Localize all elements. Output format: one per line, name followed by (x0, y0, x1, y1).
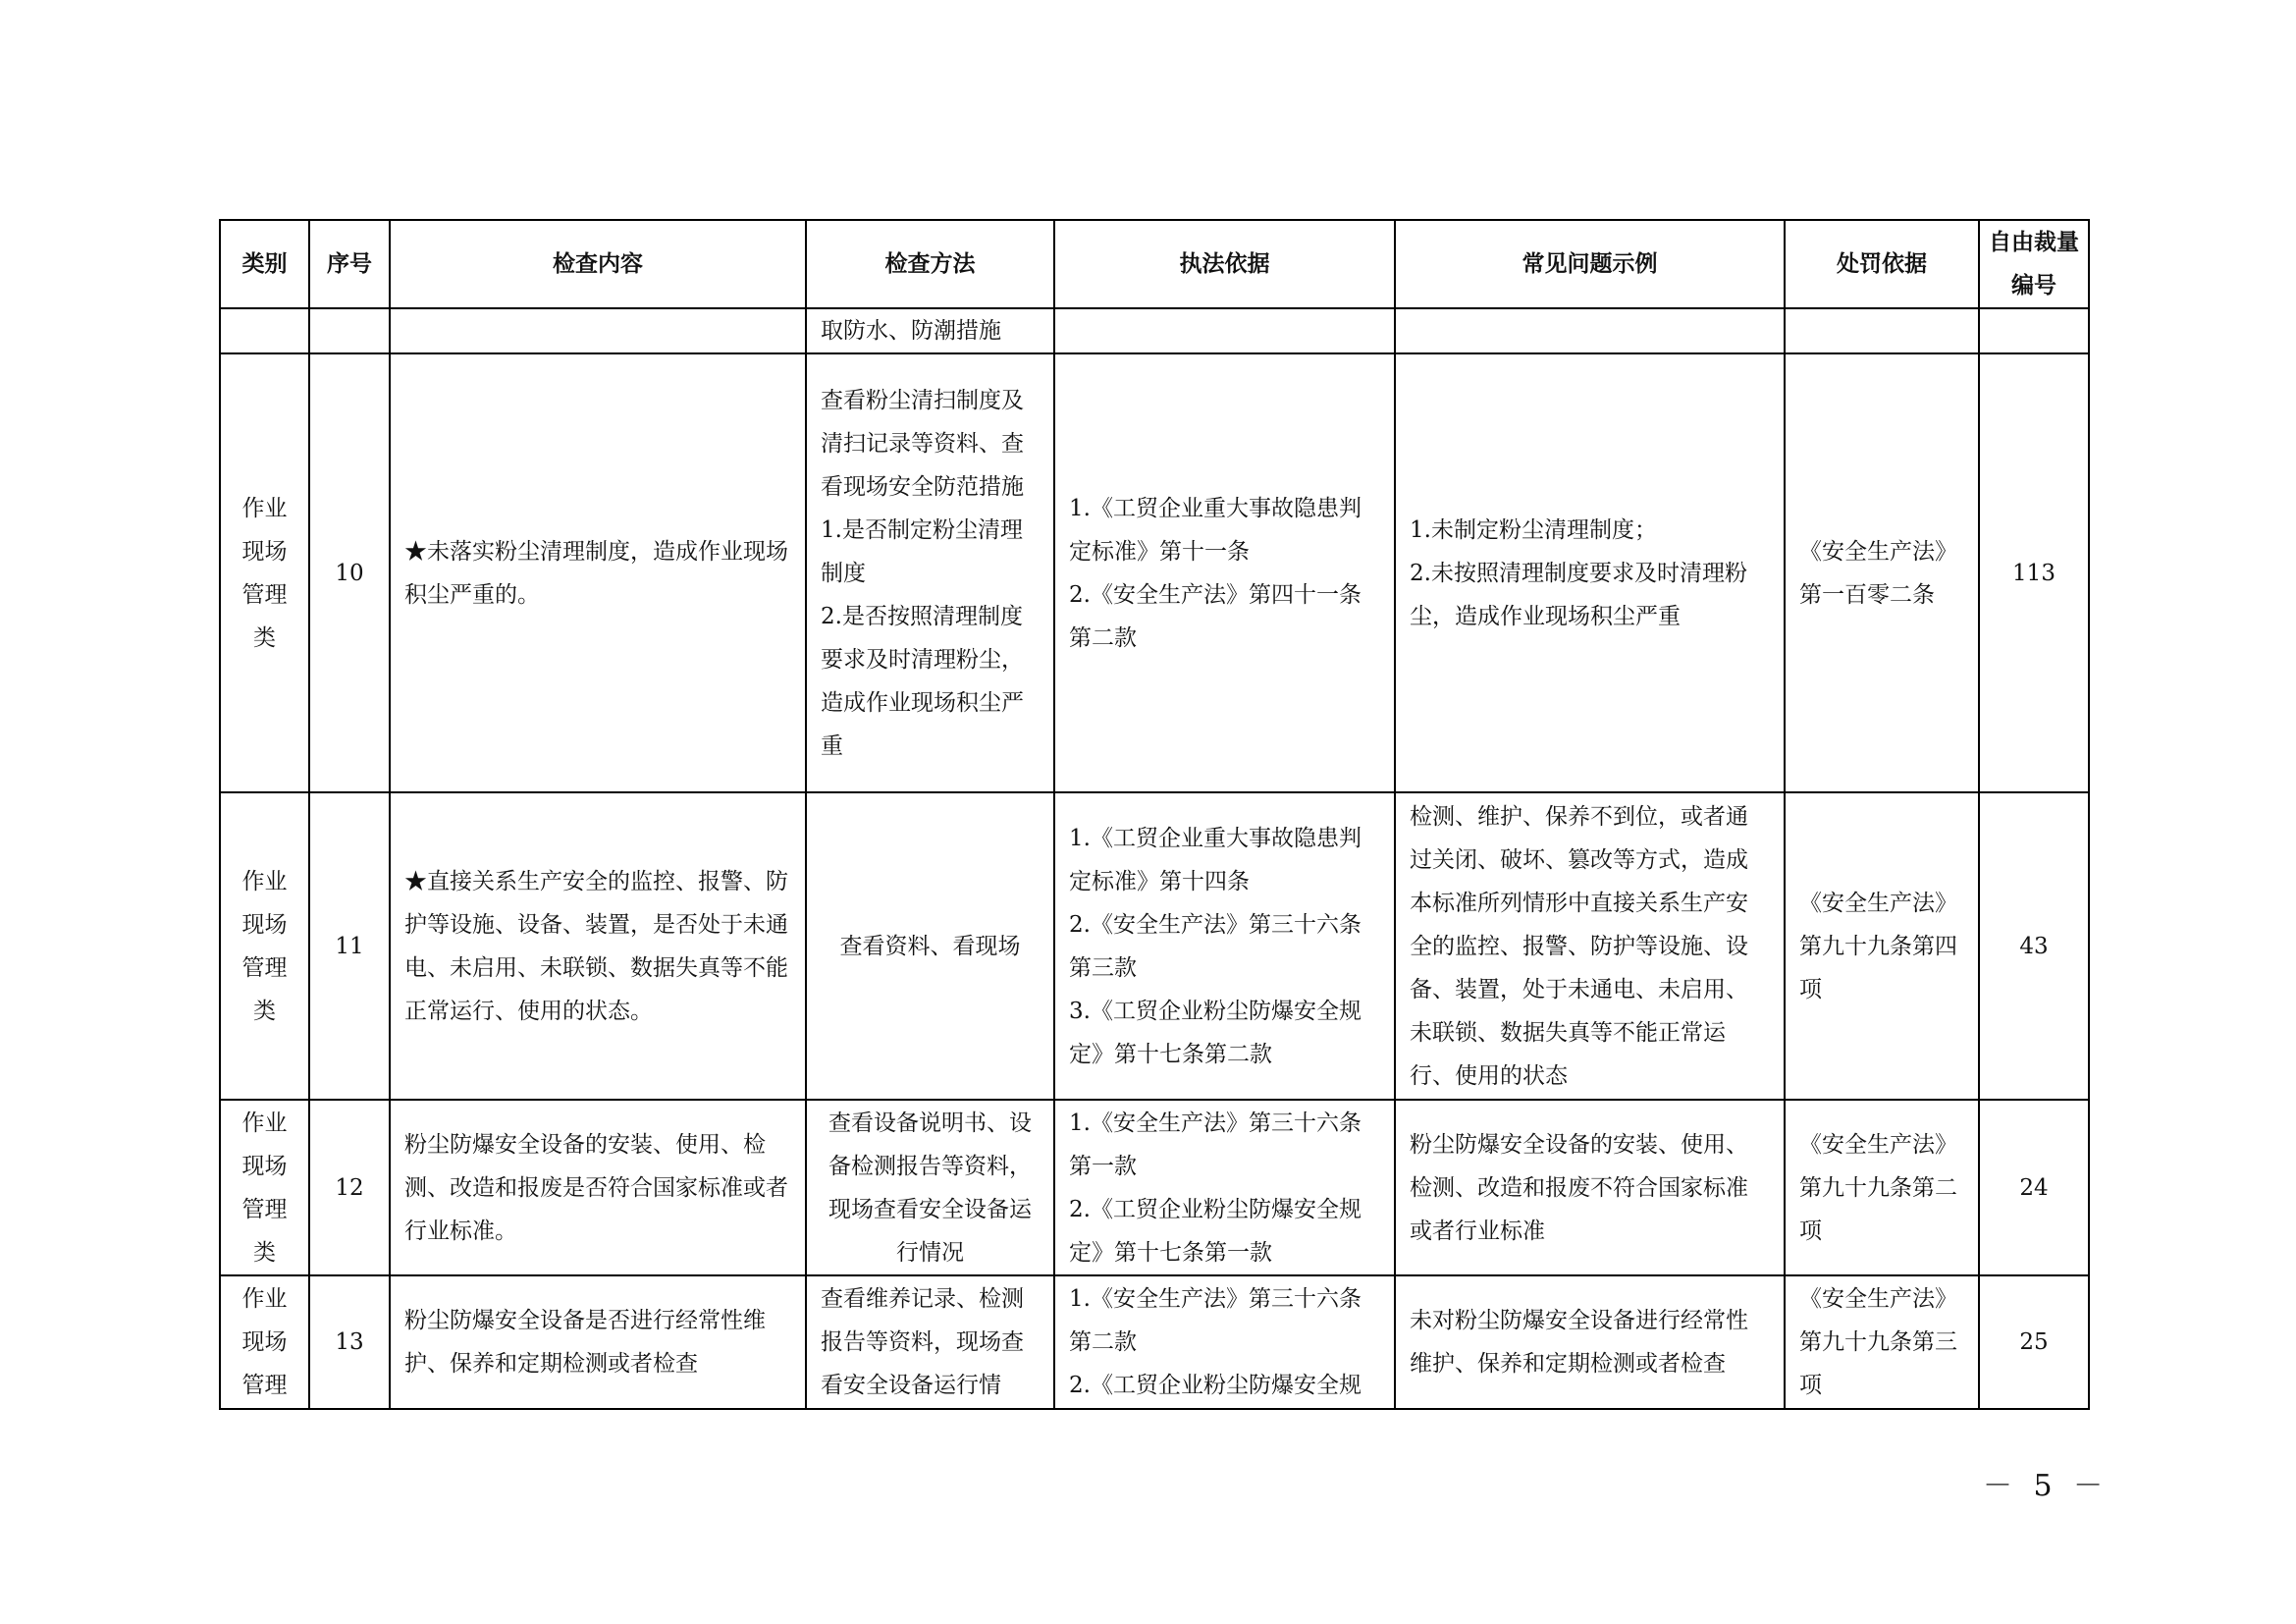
row-basis: 1.《工贸企业重大事故隐患判定标准》第十四条 2.《安全生产法》第三十六条第三款 3.《工贸企业粉尘防爆安全规定》第十七条第二款 (1054, 792, 1395, 1100)
table-row (220, 1100, 2089, 1275)
row-category: 作业现场管理类 (220, 1100, 309, 1275)
row-content: ★直接关系生产安全的监控、报警、防护等设施、设备、装置，是否处于未通电、未启用、未联锁、数据失真等不能正常运行、使用的状态。 (390, 792, 806, 1100)
row-penalty: 《安全生产法》第九十九条第四项 (1785, 792, 1979, 1100)
row-basis: 1.《安全生产法》第三十六条第二款 2.《工贸企业粉尘防爆安全规 (1054, 1275, 1395, 1409)
row-no: 10 (309, 353, 390, 792)
row-method: 查看维养记录、检测报告等资料，现场查看安全设备运行情 (806, 1275, 1054, 1409)
header-issues: 常见问题示例 (1395, 220, 1785, 308)
row-issues: 粉尘防爆安全设备的安装、使用、检测、改造和报废不符合国家标准或者行业标准 (1395, 1100, 1785, 1275)
header-category: 类别 (220, 220, 309, 308)
header-penalty: 处罚依据 (1785, 220, 1979, 308)
table-row (220, 1275, 2089, 1409)
row-no: 11 (309, 792, 390, 1100)
page-number: － 5 － (1983, 1469, 2109, 1503)
row-code: 24 (1979, 1100, 2089, 1275)
row-code: 25 (1979, 1275, 2089, 1409)
header-code: 自由裁量编号 (1979, 220, 2089, 308)
row-basis: 1.《安全生产法》第三十六条第一款 2.《工贸企业粉尘防爆安全规定》第十七条第一款 (1054, 1100, 1395, 1275)
table-row (220, 792, 2089, 1100)
row-no: 12 (309, 1100, 390, 1275)
row-issues: 1.未制定粉尘清理制度； 2.未按照清理制度要求及时清理粉尘，造成作业现场积尘严重 (1395, 353, 1785, 792)
header-basis: 执法依据 (1054, 220, 1395, 308)
row-category: 作业现场管理 (220, 1275, 309, 1409)
row-no: 13 (309, 1275, 390, 1409)
header-row (220, 220, 2089, 308)
row-penalty: 《安全生产法》第九十九条第二项 (1785, 1100, 1979, 1275)
row-code: 113 (1979, 353, 2089, 792)
row-method: 查看设备说明书、设备检测报告等资料，现场查看安全设备运行情况 (806, 1100, 1054, 1275)
continuation-row (220, 308, 2089, 353)
inspection-table (219, 219, 2090, 1410)
row-basis: 1.《工贸企业重大事故隐患判定标准》第十一条 2.《安全生产法》第四十一条第二款 (1054, 353, 1395, 792)
row-category: 作业现场管理类 (220, 353, 309, 792)
continuation-method: 取防水、防潮措施 (806, 308, 1054, 353)
row-category: 作业现场管理类 (220, 792, 309, 1100)
row-content: 粉尘防爆安全设备是否进行经常性维护、保养和定期检测或者检查 (390, 1275, 806, 1409)
header-content: 检查内容 (390, 220, 806, 308)
header-method: 检查方法 (806, 220, 1054, 308)
row-penalty: 《安全生产法》第一百零二条 (1785, 353, 1979, 792)
table-row (220, 353, 2089, 792)
row-method: 查看粉尘清扫制度及清扫记录等资料、查看现场安全防范措施 1.是否制定粉尘清理制度 2.是否按照清理制度要求及时清理粉尘，造成作业现场积尘严重 (806, 353, 1054, 792)
row-issues: 未对粉尘防爆安全设备进行经常性维护、保养和定期检测或者检查 (1395, 1275, 1785, 1409)
row-penalty: 《安全生产法》第九十九条第三项 (1785, 1275, 1979, 1409)
row-content: ★未落实粉尘清理制度，造成作业现场积尘严重的。 (390, 353, 806, 792)
row-method: 查看资料、看现场 (806, 792, 1054, 1100)
row-code: 43 (1979, 792, 2089, 1100)
row-issues: 检测、维护、保养不到位，或者通过关闭、破坏、篡改等方式，造成本标准所列情形中直接关系生产安全的监控、报警、防护等设施、设备、装置，处于未通电、未启用、未联锁、数据失真等不能正常运行、使用的状态 (1395, 792, 1785, 1100)
header-no: 序号 (309, 220, 390, 308)
row-content: 粉尘防爆安全设备的安装、使用、检测、改造和报废是否符合国家标准或者行业标准。 (390, 1100, 806, 1275)
